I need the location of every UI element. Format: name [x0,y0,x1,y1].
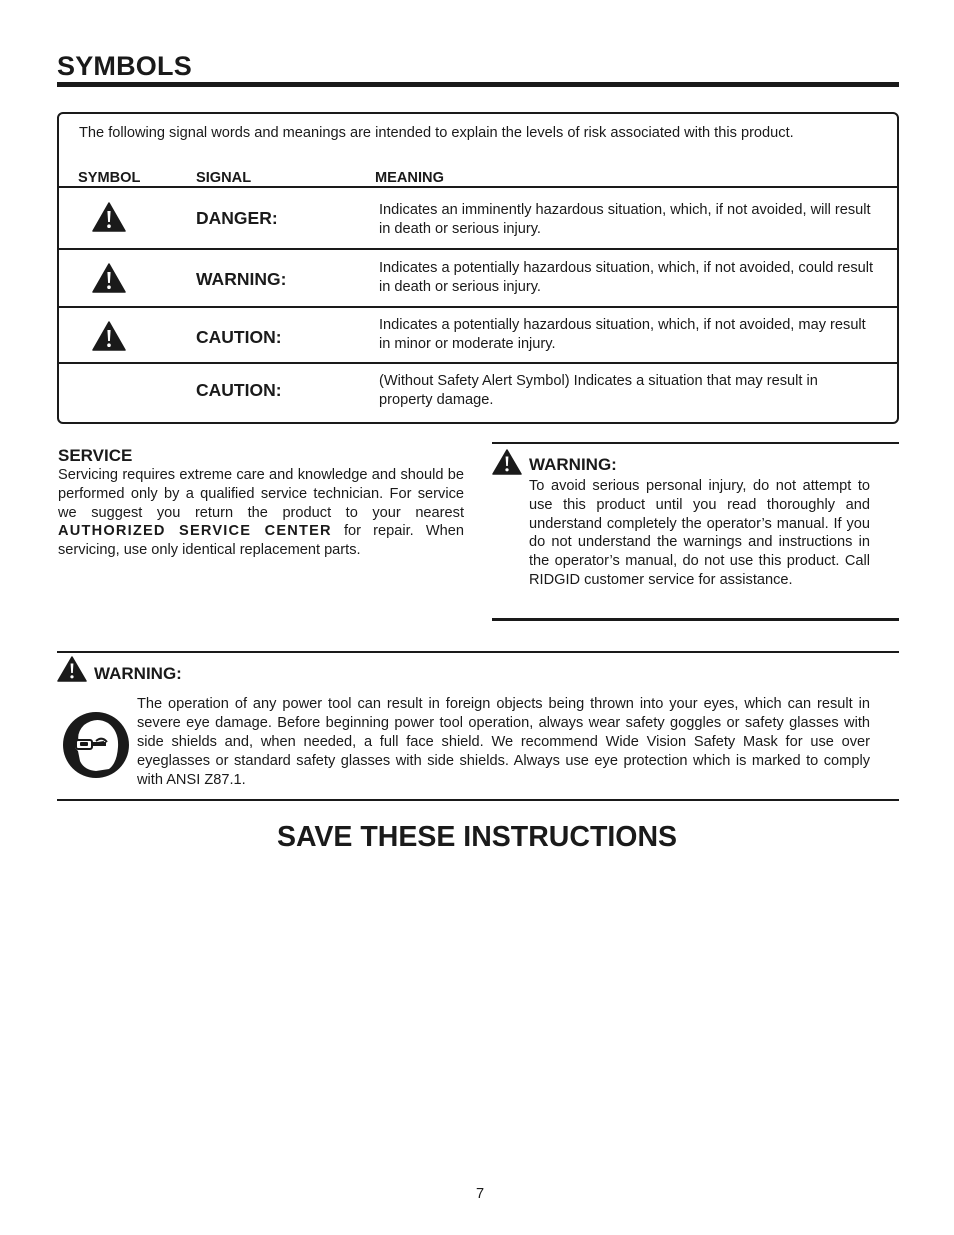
table-row-caution [59,306,897,362]
warning-manual-text: To avoid serious personal injury, do not attempt to use this product until you read thoroughly and understand completely the operator’s manual. If you do not understand the warnings and instructions in the operator’s manual, do not use this product. Call RIDGID customer service for assistance. [529,478,870,588]
warning-heading: WARNING: [94,664,182,683]
signal-label: DANGER: [196,208,278,228]
divider [492,618,899,621]
title-rule [57,82,899,87]
divider [57,651,899,653]
safety-alert-triangle-icon [92,202,126,232]
divider [57,799,899,801]
page-title: SYMBOLS [57,51,192,81]
service-text-part: for repair. When servicing, use only identical replacement parts. [58,523,464,559]
signal-label: CAUTION: [196,327,282,347]
table-row-caution-property [59,362,897,422]
header-signal: SIGNAL [196,170,252,186]
symbols-intro: The following signal words and meanings are intended to explain the levels of risk associated with this product. [79,125,794,141]
safety-alert-triangle-icon [492,449,522,475]
table-row-danger [59,186,897,248]
meaning-text: (Without Safety Alert Symbol) Indicates a situation that may result in property damage. [379,373,818,408]
save-instructions-heading: SAVE THESE INSTRUCTIONS [276,821,678,853]
header-symbol: SYMBOL [78,170,141,186]
meaning-text: Indicates a potentially hazardous situation, which, if not avoided, may result in minor or moderate injury. [379,317,866,352]
service-text-part: Servicing requires extreme care and knowledge and should be performed only by a qualified service technician. For service we suggest you return the product to your nearest [58,467,464,521]
authorized-service-center: AUTHORIZED SERVICE CENTER [58,523,332,540]
warning-heading: WARNING: [529,455,617,474]
divider [492,442,899,444]
header-meaning: MEANING [375,170,444,186]
page-number: 7 [475,1186,485,1202]
meaning-text: Indicates a potentially hazardous situation, which, if not avoided, could result in death or serious injury. [379,260,874,295]
table-row-warning [59,248,897,306]
signal-label: WARNING: [196,269,287,289]
symbols-table [57,112,899,424]
service-text [58,466,464,560]
safety-alert-triangle-icon [57,656,87,682]
safety-alert-triangle-icon [92,321,126,351]
eye-protection-icon [62,711,130,779]
service-heading: SERVICE [58,446,133,465]
signal-label: CAUTION: [196,380,282,400]
meaning-text: Indicates an imminently hazardous situation, which, if not avoided, will result in death or serious injury. [379,202,871,237]
warning-eyes-text: The operation of any power tool can result in foreign objects being thrown into your eyes, which can result in severe eye damage. Before beginning power tool operation, always wear safety goggles or safety glasses with side shields and, when needed, a full face shield. We recommend Wide Vision Safety Mask for use over eyeglasses or standard safety glasses with side shields. Always use eye protection which is marked to comply with ANSI Z87.1. [137,696,870,788]
safety-alert-triangle-icon [92,263,126,293]
